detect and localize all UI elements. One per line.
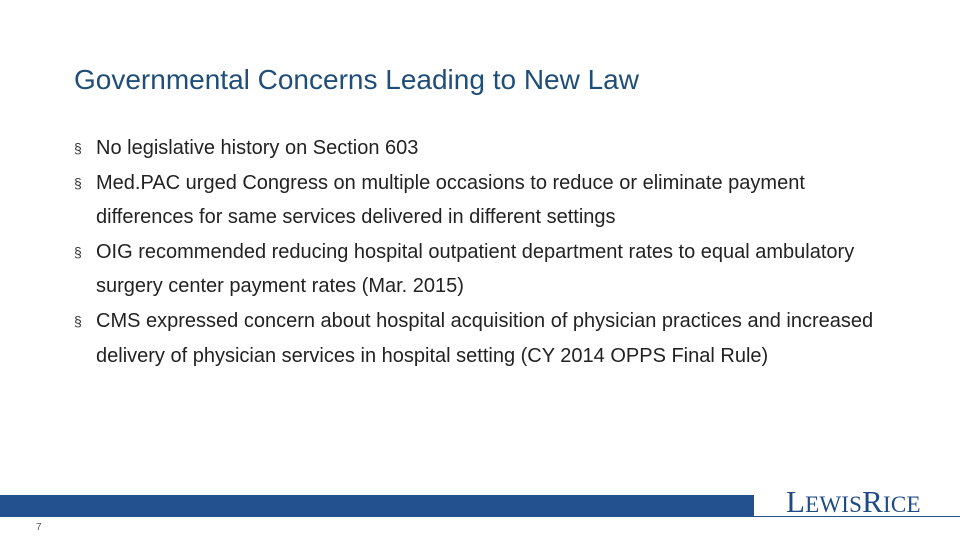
logo-text: ICE (883, 492, 921, 517)
bullet-item (74, 235, 894, 304)
lewis-rice-logo (786, 486, 921, 520)
logo-initial: R (862, 484, 884, 519)
bullet-text: Med.PAC urged Congress on multiple occasions to reduce or eliminate payment differences for same services delivered in different settings (96, 171, 805, 229)
bullet-item (74, 131, 894, 166)
logo-initial: L (786, 484, 806, 519)
logo-text: EWIS (805, 492, 863, 517)
slide-title: Governmental Concerns Leading to New Law (74, 64, 639, 95)
bullet-list (74, 131, 894, 373)
bullet-marker-icon: § (74, 174, 82, 191)
bullet-marker-icon: § (74, 243, 82, 260)
bullet-item (74, 304, 894, 373)
footer-bar (0, 495, 754, 516)
bullet-text: OIG recommended reducing hospital outpatient department rates to equal ambulatory surgery center payment rates (Mar. 2015) (96, 240, 855, 298)
bullet-marker-icon: § (74, 312, 82, 329)
bullet-item (74, 166, 894, 235)
bullet-marker-icon: § (74, 140, 82, 156)
bullet-text: CMS expressed concern about hospital acquisition of physician practices and increased delivery of physician services in hospital setting (CY 2014 OPPS Final Rule) (96, 309, 874, 367)
page-number: 7 (36, 522, 42, 533)
bullet-text: No legislative history on Section 603 (96, 137, 419, 159)
